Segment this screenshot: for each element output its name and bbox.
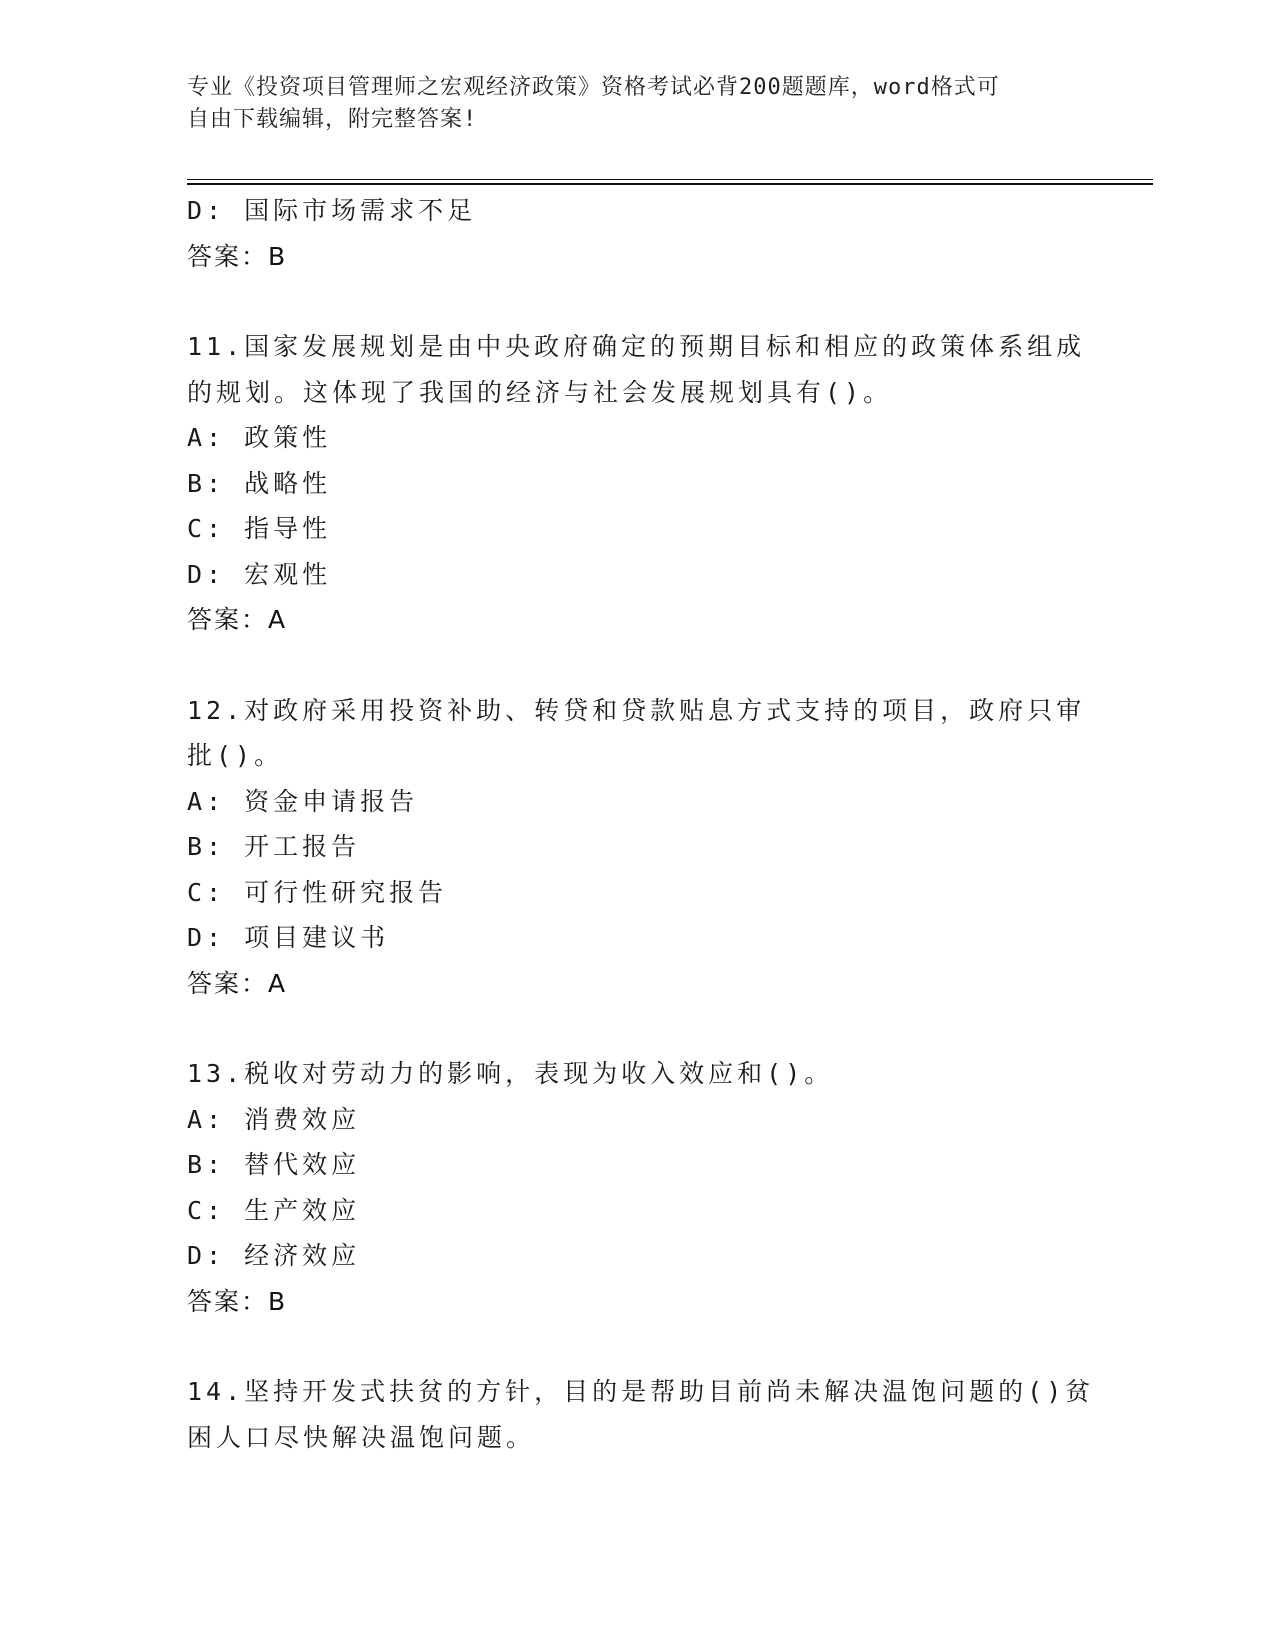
option-b: B: 替代效应 <box>187 1150 361 1179</box>
q10-option-d: D: 国际市场需求不足 <box>187 196 477 225</box>
option-c: C: 可行性研究报告 <box>187 877 448 907</box>
answer: 答案：A <box>187 605 288 634</box>
option-a: A: 资金申请报告 <box>187 786 419 816</box>
header-line-1: 专业《投资项目管理师之宏观经济政策》资格考试必背200题题库，word格式可 <box>187 75 1000 100</box>
option-b: B: 战略性 <box>187 468 332 498</box>
question-text-line-1: 14.坚持开发式扶贫的方针，目的是帮助目前尚未解决温饱问题的()贫 <box>187 1377 1095 1406</box>
option-a: A: 政策性 <box>187 423 332 452</box>
question-text-line-1: 11.国家发展规划是由中央政府确定的预期目标和相应的政策体系组成 <box>187 332 1086 361</box>
header-divider-thick <box>187 183 1153 185</box>
answer: 答案：A <box>187 968 288 998</box>
header-line-2: 自由下载编辑，附完整答案! <box>187 107 478 132</box>
question-13 <box>187 1051 1087 1324</box>
answer: 答案：B <box>187 1286 288 1316</box>
spacer <box>187 643 1087 688</box>
header-divider-thin <box>187 179 1153 180</box>
option-d: D: 项目建议书 <box>187 923 390 952</box>
question-12 <box>187 688 1087 1007</box>
question-11 <box>187 324 1087 643</box>
question-text-line-1: 12.对政府采用投资补助、转贷和贷款贴息方式支持的项目，政府只审 <box>187 695 1086 725</box>
option-d: D: 宏观性 <box>187 559 332 589</box>
spacer <box>187 1006 1087 1051</box>
document-body <box>187 188 1095 1460</box>
spacer <box>187 1324 1087 1369</box>
option-c: C: 指导性 <box>187 514 332 543</box>
option-b: B: 开工报告 <box>187 832 361 861</box>
question-text-line-2: 的规划。这体现了我国的经济与社会发展规划具有()。 <box>187 377 893 407</box>
document-header <box>187 72 1087 136</box>
question-text-line-1: 13.税收对劳动力的影响，表现为收入效应和()。 <box>187 1059 834 1088</box>
q10-answer: 答案：B <box>187 241 288 271</box>
option-d: D: 经济效应 <box>187 1241 361 1270</box>
question-text-line-2: 困人口尽快解决温饱问题。 <box>187 1422 536 1452</box>
question-text-line-2: 批()。 <box>187 741 284 770</box>
question-14 <box>187 1369 1095 1460</box>
option-a: A: 消费效应 <box>187 1104 361 1134</box>
spacer <box>187 279 1087 324</box>
option-c: C: 生产效应 <box>187 1195 361 1225</box>
